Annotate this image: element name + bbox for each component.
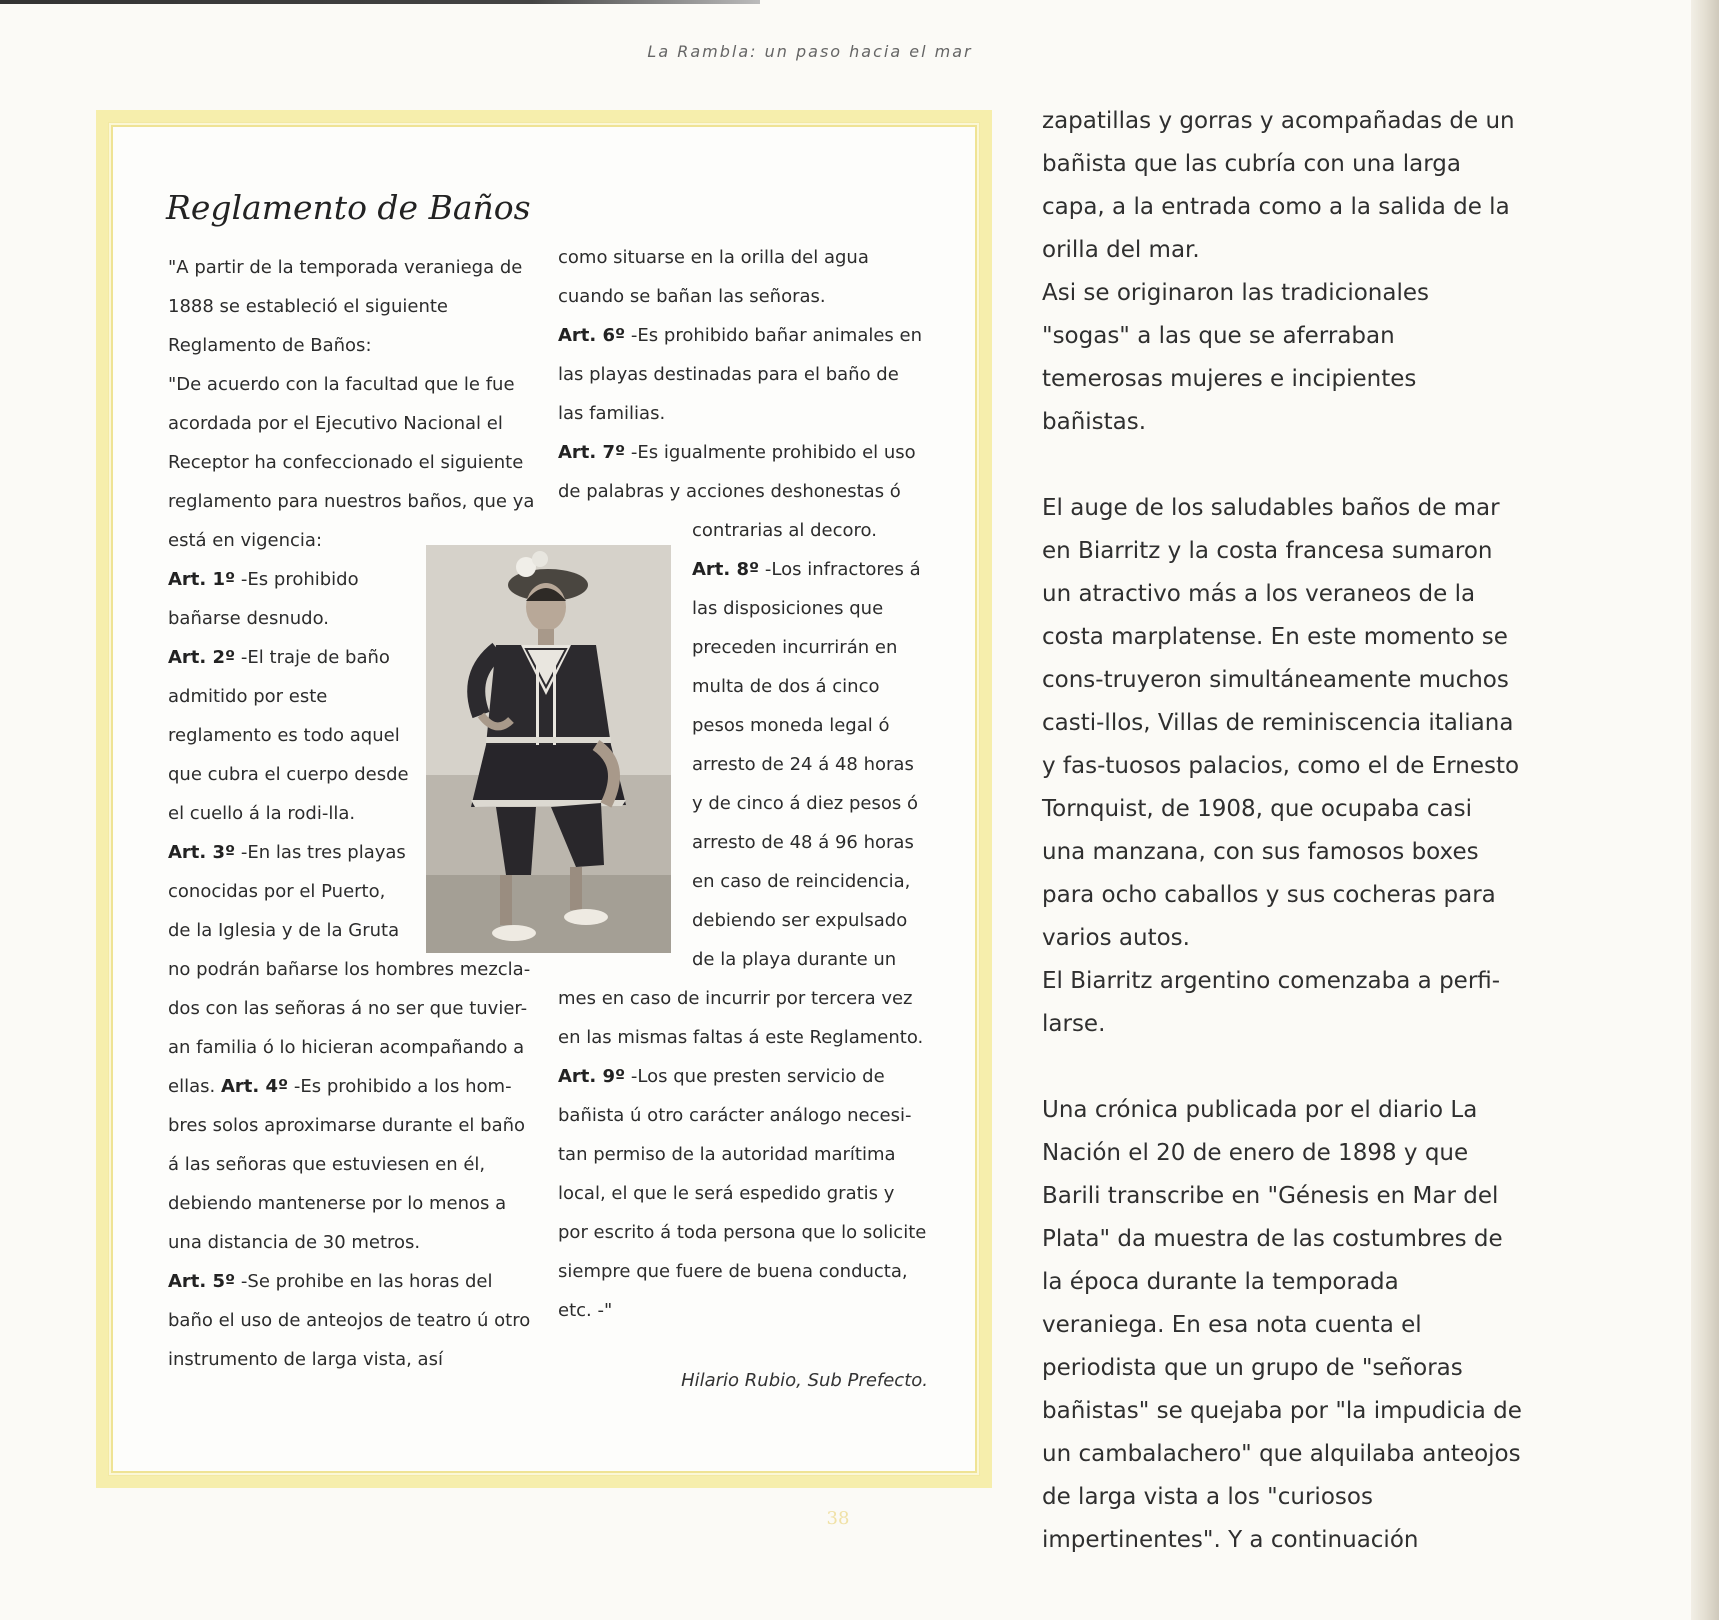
article-label: Art. 9º — [558, 1066, 626, 1087]
main-text-column — [1042, 100, 1522, 1562]
article-text: -Es igualmente prohibido el uso de palabras y acciones deshonestas ó — [558, 442, 916, 502]
paragraph — [168, 248, 538, 365]
article-5 — [168, 1262, 538, 1379]
article-label: Art. 8º — [692, 559, 760, 580]
article-label: Art. 3º — [168, 842, 236, 863]
article-7 — [558, 433, 928, 511]
top-edge-strip — [0, 0, 760, 4]
photo-illustration — [426, 545, 671, 953]
box-title: Reglamento de Baños — [166, 188, 531, 227]
article-label: Art. 1º — [168, 569, 236, 590]
article-label: Art. 6º — [558, 325, 626, 346]
article-label: Art. 4º — [220, 1076, 289, 1097]
left-text-beside-photo — [168, 560, 413, 950]
paragraph — [558, 979, 928, 1057]
paragraph-text: no podrán bañarse los hombres mezcla-dos con las señoras á no ser que tuvier-an familia ó lo hicieran acompañando a ellas. — [168, 959, 531, 1097]
running-header: La Rambla: un paso hacia el mar — [647, 42, 973, 61]
paragraph-text: "De acuerdo con la facultad que le fue acordada por el Ejecutivo Nacional el Receptor ha confeccionado el siguiente reglamento para nuestros baños, que ya está en vigencia: — [168, 374, 535, 551]
paragraph: Asi se originaron las tradicionales "sogas" a las que se aferraban temerosas mujeres e incipientes bañistas. — [1042, 280, 1429, 435]
middle-text-beside-photo — [692, 511, 928, 979]
left-text-after-photo — [168, 950, 538, 1379]
paragraph: El Biarritz argentino comenzaba a perfi-larse. — [1042, 968, 1501, 1037]
paragraph-text: mes en caso de incurrir por tercera vez en las mismas faltas á este Reglamento. — [558, 988, 924, 1048]
article-6 — [558, 316, 928, 433]
paragraph — [558, 238, 928, 316]
article-label: Art. 2º — [168, 647, 236, 668]
article-text: -Se prohibe en las horas del baño el uso de anteojos de teatro ú otro instrumento de larga vista, así — [168, 1271, 531, 1370]
article-2 — [168, 638, 413, 833]
paragraph — [692, 511, 928, 550]
article-1 — [168, 560, 413, 638]
paragraph-text: contrarias al decoro. — [692, 520, 877, 541]
paragraph: Una crónica publicada por el diario La Nación el 20 de enero de 1898 y que Barili transcribe en "Génesis en Mar del Plata" da muestra de las costumbres de la época durante la temporada veraniega. En esa nota cuenta el periodista que un grupo de "señoras bañistas" se quejaba por "la impudicia de un cambalachero" que alquilaba anteojos de larga vista a los "curiosos impertinentes". Y a continuación — [1042, 1097, 1522, 1553]
article-9 — [558, 1057, 928, 1330]
article-label: Art. 5º — [168, 1271, 236, 1292]
left-paragraphs — [168, 248, 538, 560]
article-text: -En las tres playas conocidas por el Puerto, de la Iglesia y de la Gruta — [168, 842, 406, 941]
article-text: -Los infractores á las disposiciones que preceden incurrirán en multa de dos á cinco pesos moneda legal ó arresto de 24 á 48 horas y de cinco á diez pesos ó arresto de 48 á 96 horas en caso de reincidencia, debiendo ser expulsado de la playa durante un — [692, 559, 921, 970]
bather-woman-photo — [426, 545, 671, 953]
page-gutter-shadow — [1691, 0, 1719, 1620]
paragraph-text: como situarse en la orilla del agua cuando se bañan las señoras. — [558, 247, 869, 307]
article-text: -Es prohibido a los hom-bres solos aproximarse durante el baño á las señoras que estuviesen en él, debiendo mantenerse por lo menos a una distancia de 30 metros. — [168, 1076, 526, 1253]
article-label: Art. 7º — [558, 442, 626, 463]
paragraph: zapatillas y gorras y acompañadas de un bañista que las cubría con una larga capa, a la entrada como a la salida de la orilla del mar. — [1042, 108, 1515, 263]
paragraph-text: "A partir de la temporada veraniega de 1888 se estableció el siguiente Reglamento de Baños: — [168, 257, 523, 356]
paragraph: El auge de los saludables baños de mar en Biarritz y la costa francesa sumaron un atractivo más a los veraneos de la costa marplatense. En este momento se cons-truyeron simultáneamente muchos casti-llos, Villas de reminiscencia italiana y fas-tuosos palacios, como el de Ernesto Tornquist, de 1908, que ocupaba casi una manzana, con sus famosos boxes para ocho caballos y sus cocheras para varios autos. — [1042, 495, 1520, 951]
signature: Hilario Rubio, Sub Prefecto. — [681, 1370, 928, 1391]
page-number: 38 — [826, 1508, 850, 1529]
paragraph — [168, 365, 538, 560]
article-text: -Los que presten servicio de bañista ú otro carácter análogo necesi-tan permiso de la autoridad marítima local, el que le será espedido gratis y por escrito á toda persona que lo solicite siempre que fuere de buena conducta, etc. -" — [558, 1066, 927, 1321]
article-8 — [692, 550, 928, 979]
article-text: -El traje de baño admitido por este reglamento es todo aquel que cubra el cuerpo desde el cuello á la rodi-lla. — [168, 647, 409, 824]
paragraph — [168, 950, 538, 1262]
article-3 — [168, 833, 413, 950]
article-text: -Es prohibido bañar animales en las playas destinadas para el baño de las familias. — [558, 325, 923, 424]
article-text: -Es prohibido bañarse desnudo. — [168, 569, 359, 629]
